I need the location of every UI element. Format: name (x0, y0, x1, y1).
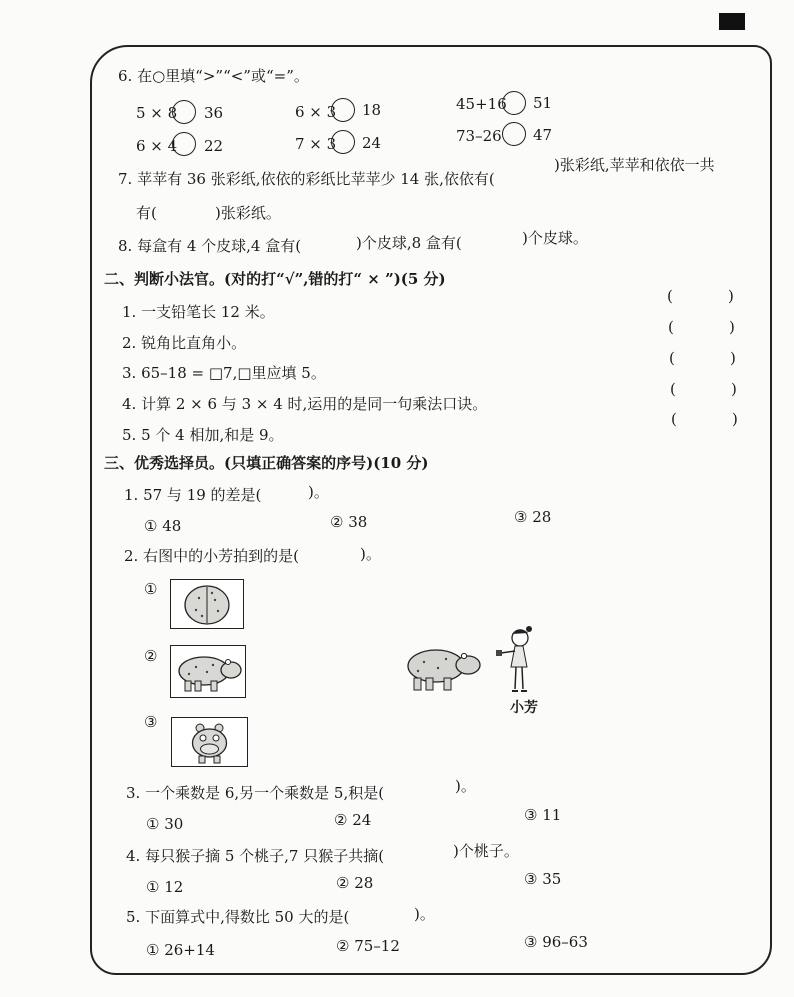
q6-item-5-right: 24 (362, 134, 382, 152)
q6-item-2-circle[interactable] (331, 98, 355, 122)
section2-item-3: 3. 65–18 = □7,□里应填 5。 (122, 364, 326, 382)
q6-item-6-right: 47 (533, 126, 553, 144)
s3-q2-part-a: 2. 右图中的小芳拍到的是( (124, 547, 299, 565)
q8-part-a: 8. 每盒有 4 个皮球,4 盒有( (118, 237, 302, 255)
q6-item-3-circle[interactable] (502, 91, 526, 115)
hippo-scene-illustration (402, 642, 484, 694)
section2-item-2: 2. 锐角比直角小。 (122, 334, 247, 352)
q6-item-6-circle[interactable] (502, 122, 526, 146)
q6-item-4-circle[interactable] (172, 132, 196, 156)
hippo-side-view-image[interactable] (170, 645, 246, 698)
section3-title: 三、优秀选择员。(只填正确答案的序号)(10 分) (104, 454, 429, 472)
q7-line2-part-a: 有( (136, 204, 157, 222)
s3-q4-option-1[interactable]: ① 12 (146, 878, 184, 896)
q6-item-3-left: 45+16 (456, 95, 507, 113)
s3-q5-part-a: 5. 下面算式中,得数比 50 大的是( (126, 908, 350, 926)
q6-item-1-right: 36 (204, 104, 224, 122)
s3-q5-option-2[interactable]: ② 75–12 (336, 937, 400, 955)
q8-part-b: )个皮球,8 盒有( (356, 234, 462, 252)
s3-q5-option-1[interactable]: ① 26+14 (146, 941, 215, 959)
q7-line1-part-b: )张彩纸,苹苹和依依一共 (554, 156, 715, 174)
s3-q2-option-1-mark[interactable]: ① (144, 580, 158, 598)
q6-item-4-right: 22 (204, 137, 224, 155)
s3-q5-option-3[interactable]: ③ 96–63 (524, 933, 588, 951)
s3-q3-part-b: )。 (455, 777, 476, 795)
answer-paren-close-3: ) (730, 349, 736, 367)
section2-item-4: 4. 计算 2 × 6 与 3 × 4 时,运用的是同一句乘法口诀。 (122, 395, 488, 413)
section2-item-1: 1. 一支铅笔长 12 米。 (122, 303, 275, 321)
hippo-back-view-image[interactable] (170, 579, 244, 629)
answer-paren-close-5: ) (732, 410, 738, 428)
q6-title: 6. 在○里填“>”“<”或“=”。 (118, 67, 309, 85)
corner-print-mark (719, 13, 745, 30)
s3-q5-part-b: )。 (414, 905, 435, 923)
answer-paren-open-2[interactable]: ( (668, 318, 674, 336)
s3-q1-part-b: )。 (308, 483, 329, 501)
s3-q1-part-a: 1. 57 与 19 的差是( (124, 486, 262, 504)
q6-item-5-left: 7 × 3 (295, 135, 337, 153)
s3-q4-part-b: )个桃子。 (453, 842, 519, 860)
q7-line2-part-b: )张彩纸。 (215, 204, 281, 222)
q6-item-4-left: 6 × 4 (136, 137, 178, 155)
s3-q4-option-2[interactable]: ② 28 (336, 874, 374, 892)
q7-line1-part-a: 7. 苹苹有 36 张彩纸,依依的彩纸比苹苹少 14 张,依依有( (118, 170, 495, 188)
s3-q2-option-2-mark[interactable]: ② (144, 647, 158, 665)
answer-paren-close-2: ) (729, 318, 735, 336)
girl-xiaofang-illustration (487, 623, 543, 697)
answer-paren-open-5[interactable]: ( (671, 410, 677, 428)
s3-q1-option-3[interactable]: ③ 28 (514, 508, 552, 526)
answer-paren-open-3[interactable]: ( (669, 349, 675, 367)
s3-q4-part-a: 4. 每只猴子摘 5 个桃子,7 只猴子共摘( (126, 847, 385, 865)
s3-q4-option-3[interactable]: ③ 35 (524, 870, 562, 888)
s3-q3-part-a: 3. 一个乘数是 6,另一个乘数是 5,积是( (126, 784, 385, 802)
q6-item-2-right: 18 (362, 101, 382, 119)
q6-item-3-right: 51 (533, 94, 553, 112)
answer-paren-open-4[interactable]: ( (670, 380, 676, 398)
answer-paren-close-1: ) (728, 287, 734, 305)
s3-q2-option-3-mark[interactable]: ③ (144, 713, 158, 731)
s3-q3-option-2[interactable]: ② 24 (334, 811, 372, 829)
answer-paren-open-1[interactable]: ( (667, 287, 673, 305)
s3-q3-option-1[interactable]: ① 30 (146, 815, 184, 833)
section2-title: 二、判断小法官。(对的打“√”,错的打“ × ”)(5 分) (104, 270, 446, 288)
section2-item-5: 5. 5 个 4 相加,和是 9。 (122, 426, 284, 444)
q8-part-c: )个皮球。 (522, 229, 588, 247)
answer-paren-close-4: ) (731, 380, 737, 398)
person-label-xiaofang: 小芳 (510, 700, 538, 716)
q6-item-2-left: 6 × 3 (295, 103, 337, 121)
hippo-front-view-image[interactable] (171, 717, 248, 767)
q6-item-6-left: 73–26 (456, 127, 502, 145)
s3-q2-part-b: )。 (360, 545, 381, 563)
s3-q3-option-3[interactable]: ③ 11 (524, 806, 562, 824)
q6-item-1-circle[interactable] (172, 100, 196, 124)
s3-q1-option-1[interactable]: ① 48 (144, 517, 182, 535)
s3-q1-option-2[interactable]: ② 38 (330, 513, 368, 531)
q6-item-5-circle[interactable] (331, 130, 355, 154)
q6-item-1-left: 5 × 8 (136, 104, 178, 122)
